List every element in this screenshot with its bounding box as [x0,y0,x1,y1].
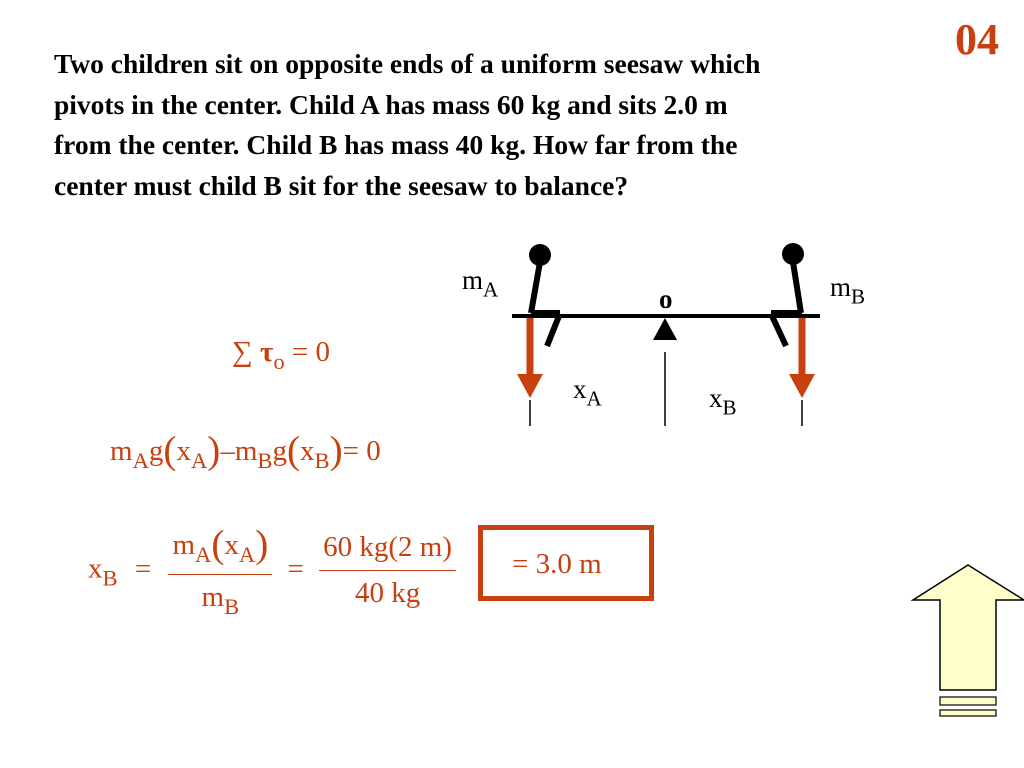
problem-line: Two children sit on opposite ends of a uniform seesaw which [54,48,761,79]
tau-symbol: τ [259,336,274,368]
child-a-body [531,262,540,313]
sigma-symbol: ∑ [232,336,253,368]
child-b-head [782,243,804,265]
weight-arrow-b [789,318,815,398]
problem-line: pivots in the center. Child A has mass 60 kg and sits 2.0 m [54,88,728,120]
fraction-numeric: $\frac{60 kg(2 m)}{40 kg}$ [319,531,456,610]
problem-line: from the center. Child B has mass 40 kg. How far from the [54,129,738,160]
pivot-triangle [653,318,677,340]
child-a-figure [529,244,560,346]
child-a-leg [547,316,559,346]
up-arrow-icon [913,565,1024,716]
distance-b-label: $x_B$ [709,383,737,420]
fraction-symbolic: $\frac{m_A(x_A)}{m_B}$ [168,522,272,620]
mass-a-label: $m_A$ [462,265,499,302]
problem-line: center must child B sit for the seesaw to balance? [54,169,629,201]
slide-number: 04 [955,15,999,64]
weight-arrow-a [517,318,543,398]
child-b-leg [772,316,786,346]
answer-value: = 3.0 m [512,548,602,580]
distance-a-label: $x_A$ [573,374,602,411]
balance-equation: $m_Ag(x_A)-m_Bg(x_B)= 0$ [110,429,381,473]
torque-sum-equation: ∑ $\tau_o = 0$ [232,336,330,374]
child-b-body [793,262,801,313]
mass-b-label: $m_B$ [830,272,866,309]
solution-equation: $x_B$ = $\frac{m_A(x_A)}{m_B}$ = $\frac{60 kg(2 m)}{40 kg}$ [88,522,456,620]
pivot-label: o [659,284,673,314]
